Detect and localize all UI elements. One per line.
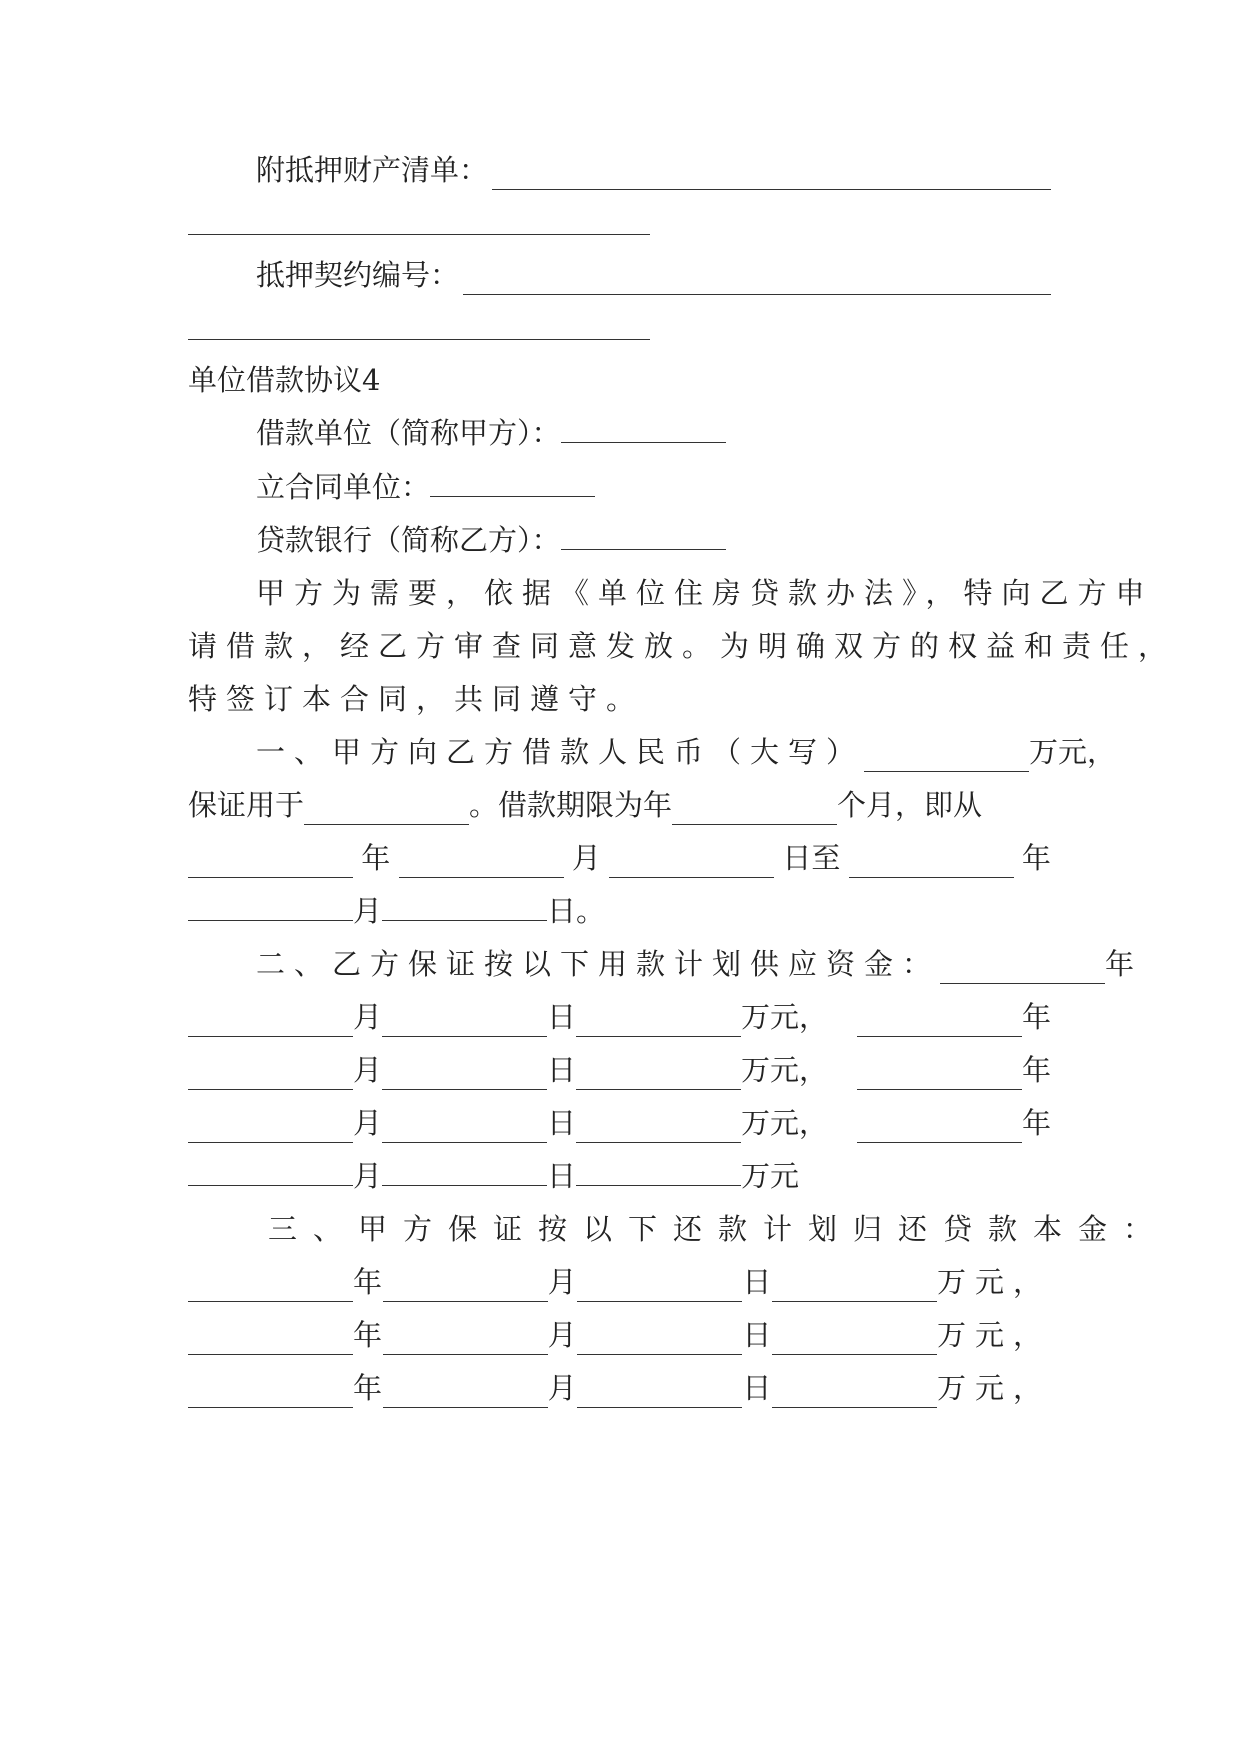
blank [430,470,595,497]
blank [188,1010,353,1037]
collateral-list-continuation [188,205,1051,245]
blank [399,851,564,878]
month-text: 月 [353,1159,383,1193]
term-post: 个月，即从 [837,788,983,822]
day-text: 日 [547,1106,577,1140]
blank [576,1010,741,1037]
blank [383,1328,548,1355]
collateral-list-label: 附抵押财产清单： [256,153,489,187]
unit-text: 万元， [1029,735,1117,769]
day-text: 日 [547,1053,577,1087]
blank [577,1381,742,1408]
blank [857,1063,1022,1090]
year-text: 年 [353,1318,383,1352]
day-to-text: 日至 [782,841,841,875]
blank [576,1063,741,1090]
year-text: 年 [353,1265,383,1299]
day-end-text: 日。 [547,894,606,928]
intro-line-3: 特签订本合同，共同遵守。 [188,682,645,716]
month-text: 月 [353,1000,383,1034]
clause-3-line-2 [188,1262,1051,1302]
blank [188,1328,353,1355]
clause-1-line-4 [188,891,1051,931]
intro-line-2: 请借款，经乙方审查同意发放。为明确双方的权益和责任， [188,629,1177,663]
unit-text: 万元， [936,1265,1051,1299]
contract-unit-label: 立合同单位： [256,470,431,504]
month-text: 月 [353,1053,383,1087]
clause-2-line-5 [188,1156,1051,1196]
blank [940,957,1105,984]
year-text: 年 [1021,1000,1051,1034]
day-text: 日 [742,1265,772,1299]
blank [864,745,1029,772]
blank [304,798,469,825]
clause-2-line-2 [188,997,1051,1037]
blank [188,1159,353,1186]
month-text: 月 [353,1106,383,1140]
year-text: 年 [1021,1106,1051,1140]
month-text: 月 [571,841,601,875]
blank [382,1010,547,1037]
intro-line-1: 甲方为需要，依据《单位住房贷款办法》，特向乙方申 [256,576,1154,610]
blank [188,313,650,340]
day-text: 日 [547,1000,577,1034]
month-text: 月 [547,1371,577,1405]
blank [577,1328,742,1355]
year-text: 年 [353,1371,383,1405]
blank [188,894,353,921]
mortgage-contract-no-line [256,255,1051,295]
blank [383,1275,548,1302]
blank [188,1275,353,1302]
contract-unit-line [256,467,1051,507]
blank [577,1275,742,1302]
blank [849,851,1014,878]
collateral-list-line [256,150,1051,190]
mortgage-contract-no-label: 抵押契约编号： [256,258,460,292]
blank [382,894,547,921]
blank [576,1159,741,1186]
clause-3-line-3 [188,1315,1051,1355]
clause-2-line-1 [256,944,1135,984]
day-text: 日 [547,1159,577,1193]
blank [772,1381,937,1408]
year-text: 年 [1021,1053,1051,1087]
blank [188,1063,353,1090]
month-text: 月 [353,894,383,928]
blank [576,1116,741,1143]
blank [772,1328,937,1355]
blank [772,1275,937,1302]
day-text: 日 [742,1318,772,1352]
mortgage-contract-no-continuation [188,310,1051,350]
blank [188,851,353,878]
unit-text: 万元， [741,1000,829,1034]
term-label: 。借款期限为年 [469,788,673,822]
clause-3-line-1: 三、甲方保证按以下还款计划归还贷款本金： [268,1212,1169,1246]
party-b-label: 贷款银行（简称乙方）： [256,523,561,557]
clause-1-text: 一、甲方向乙方借款人民币（大写） [256,735,865,769]
blank [382,1063,547,1090]
blank [609,851,774,878]
year-text: 年 [361,841,391,875]
blank [188,1381,353,1408]
month-text: 月 [547,1265,577,1299]
blank [383,1381,548,1408]
month-text: 月 [547,1318,577,1352]
clause-2-text: 二、乙方保证按以下用款计划供应资金： [256,947,941,981]
clause-3-line-4 [188,1368,1051,1408]
unit-text: 万元， [741,1106,829,1140]
agreement-title: 单位借款协议4 [188,363,381,397]
blank [463,268,1051,295]
day-text: 日 [742,1371,772,1405]
blank [188,1116,353,1143]
blank [857,1116,1022,1143]
blank [672,798,837,825]
unit-text: 万元， [936,1371,1051,1405]
purpose-label: 保证用于 [188,788,305,822]
clause-2-line-3 [188,1050,1051,1090]
blank [857,1010,1022,1037]
party-a-label: 借款单位（简称甲方）： [256,416,561,450]
unit-text: 万元， [741,1053,829,1087]
clause-1-line-3 [188,838,1051,878]
party-a-line [256,413,1051,453]
blank [382,1116,547,1143]
blank [492,163,1051,190]
unit-text: 万元， [936,1318,1051,1352]
blank [382,1159,547,1186]
year-text: 年 [1021,841,1051,875]
clause-1-line-1 [256,732,1117,772]
clause-2-line-4 [188,1103,1051,1143]
clause-1-line-2 [188,785,1051,825]
blank [188,208,650,235]
year-text: 年 [1105,947,1135,981]
unit-text: 万元 [741,1159,800,1193]
blank [561,523,726,550]
party-b-line [256,520,1051,560]
blank [561,416,726,443]
